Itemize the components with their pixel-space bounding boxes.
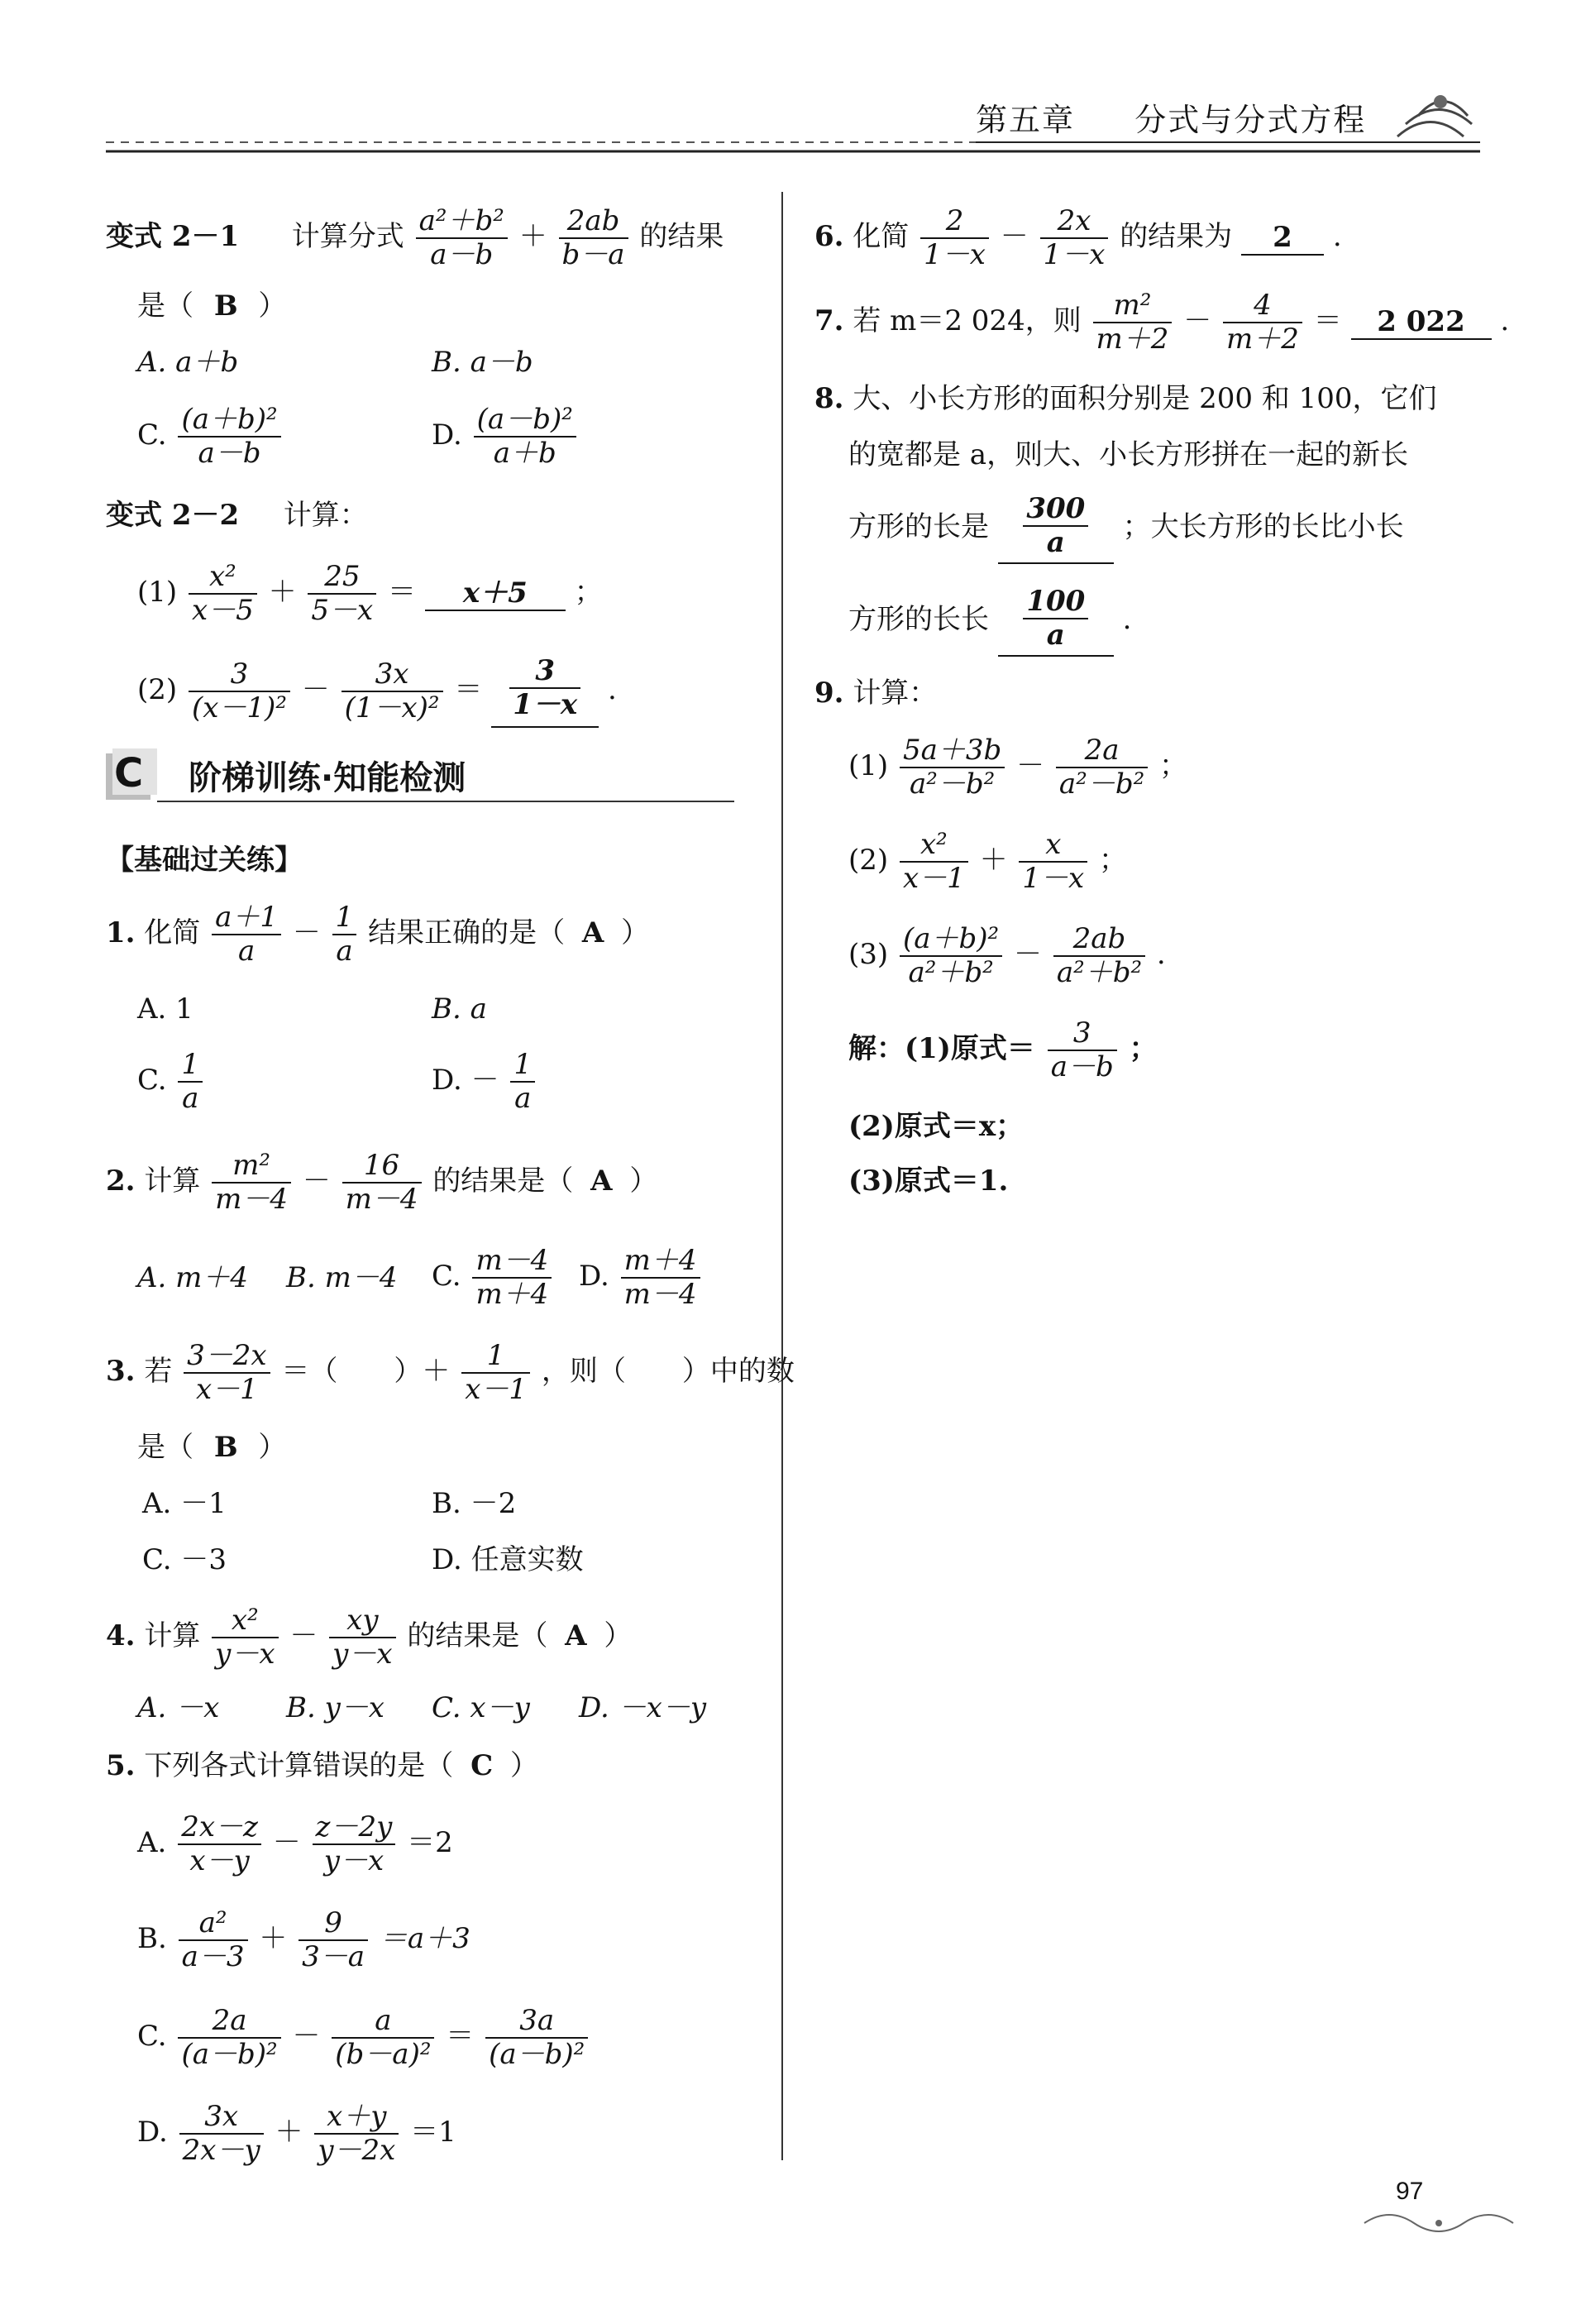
- column-divider: [781, 192, 783, 2160]
- option-a: A. 1: [137, 992, 193, 1026]
- option-b: B. a－b: [432, 346, 533, 379]
- question-5: 5. 下列各式计算错误的是（ C ）: [106, 1749, 538, 1782]
- question-8-line2: 的宽都是 a，则大、小长方形拼在一起的新长: [848, 438, 1409, 471]
- option-b: B. －2: [432, 1487, 517, 1520]
- section-letter: C: [114, 750, 144, 796]
- option-a: A. $\frac{2x-z}{x-y}$ － $\frac{z-2y}{y-x}$ ＝2: [137, 1810, 453, 1878]
- answer: B: [213, 1431, 238, 1464]
- question-6: 6. 化简 $\frac{2}{1-x}$ － $\frac{2x}{1-x}$ 的结果为 2 .: [814, 204, 1342, 272]
- option-a: A. a＋b: [137, 346, 239, 379]
- option-c: C. x－y: [432, 1691, 530, 1724]
- question-1: 1. 化简 $\frac{a+1}{a}$ － $\frac{1}{a}$ 结果正确的是（ A ）: [106, 901, 650, 968]
- section-heading: [106, 748, 734, 806]
- solution-1: 解：(1)原式＝ $\frac{3}{a-b}$ ；: [848, 1016, 1158, 1084]
- question-8: 8. 大、小长方形的面积分别是 200 和 100，它们: [814, 382, 1437, 415]
- answer-blank: $\frac{300}{a}$: [998, 493, 1114, 564]
- section-title: 阶梯训练·知能检测: [189, 759, 466, 797]
- page-number: 97: [1396, 2178, 1424, 2205]
- chapter-title: 分式与分式方程: [1134, 102, 1367, 138]
- answer: B: [213, 289, 238, 323]
- solution-3: (3)原式＝1.: [848, 1164, 1009, 1198]
- answer: A: [581, 916, 604, 950]
- fraction: $\frac{2ab}{b-a}$: [559, 205, 628, 271]
- answer-blank: 2: [1241, 221, 1324, 256]
- option-c: C. $\frac{2a}{\text{(a－b)²}}$ － $\frac{a}{\text{(b－a)²}}$ ＝ $\frac{3a}{\text{(a－b)²}}$: [137, 2005, 590, 2071]
- option-d: D. －x－y: [579, 1691, 707, 1724]
- variant-2-2-part1: (1) $\frac{\text{x²}}{x-5}$ ＋ $\frac{25}{5-x}$ ＝ x＋5 ；: [137, 560, 603, 628]
- option-b: B. a: [432, 992, 487, 1026]
- chapter-label: 第五章: [976, 102, 1076, 138]
- answer: C: [470, 1749, 494, 1782]
- footer-ornament-icon: [1356, 2207, 1521, 2240]
- variant-2-2: 变式 2－2 计算：: [106, 499, 368, 532]
- variant-label: 变式 2－1: [106, 220, 240, 254]
- option-b: B. y－x: [286, 1691, 385, 1724]
- option-d: D. $\frac{3x}{2x-y}$ ＋ $\frac{x+y}{y-2x}$ ＝1: [137, 2100, 456, 2168]
- option-a: A. －1: [142, 1487, 227, 1520]
- question-8-line4: 方形的长长 $\frac{100}{a}$ .: [848, 586, 1131, 657]
- header-ornament-icon: [1397, 95, 1472, 136]
- header-decoration: [0, 0, 1581, 165]
- answer-blank: 2 022: [1351, 305, 1492, 341]
- option-d: D. － $\frac{1}{a}$: [432, 1049, 537, 1115]
- option-c: C. $\frac{m-4}{m+4}$: [432, 1245, 554, 1311]
- question-3-answer-line: 是（ B ）: [137, 1431, 287, 1464]
- option-a: A. －x: [137, 1691, 220, 1724]
- answer: A: [590, 1164, 613, 1198]
- question-9-part3: (3) $\frac{\text{(a＋b)²}}{\text{a²＋b²}}$ － $\frac{2ab}{\text{a²＋b²}}$ .: [848, 922, 1166, 990]
- answer-blank: $\frac{100}{a}$: [998, 586, 1114, 657]
- variant-label: 变式 2－2: [106, 499, 240, 532]
- question-8-line3: 方形的长是 $\frac{300}{a}$ ；大长方形的长比小长: [848, 493, 1404, 564]
- question-2: 2. 计算 $\frac{\text{m²}}{m-4}$ － $\frac{16}{m-4}$ 的结果是（ A ）: [106, 1149, 658, 1217]
- variant-2-2-part2: (2) $\frac{3}{\text{(x－1)²}}$ － $\frac{3x}{\text{(1－x)²}}$ ＝ $\frac{3}{1-x}$ .: [137, 655, 617, 728]
- option-d: D. $\frac{m+4}{m-4}$: [579, 1245, 703, 1311]
- question-4: 4. 计算 $\frac{\text{x²}}{y-x}$ － $\frac{xy}{y-x}$ 的结果是（ A ）: [106, 1604, 633, 1671]
- variant-2-1-answer-line: 是（ B ）: [137, 289, 287, 323]
- answer: A: [565, 1619, 587, 1653]
- option-d: D. 任意实数: [432, 1543, 584, 1576]
- question-7: 7. 若 m＝2 024，则 $\frac{\text{m²}}{m+2}$ － $\frac{4}{m+2}$ ＝ 2 022 .: [814, 289, 1510, 356]
- answer-blank: x＋5: [425, 576, 566, 612]
- fraction: $\frac{\text{a²＋b²}}{a-b}$: [416, 205, 508, 271]
- question-9-part1: (1) $\frac{5a+3b}{\text{a²－b²}}$ － $\frac{2a}{\text{a²－b²}}$ ；: [848, 734, 1188, 801]
- question-3: 3. 若 $\frac{3-2x}{x-1}$ ＝（ ）＋ $\frac{1}{x-1}$ ，则（ ）中的数: [106, 1339, 795, 1407]
- page-header: [0, 0, 1581, 165]
- solution-2: (2)原式＝x；: [848, 1110, 1025, 1143]
- option-a: A. m＋4: [137, 1261, 249, 1294]
- option-b: B. m－4: [286, 1261, 398, 1294]
- option-c: C. －3: [142, 1543, 227, 1576]
- option-b: B. $\frac{\text{a²}}{a-3}$ ＋ $\frac{9}{3-a}$ ＝a＋3: [137, 1906, 470, 1974]
- answer-blank: $\frac{3}{1-x}$: [491, 655, 599, 728]
- variant-2-1: 变式 2－1 计算分式 $\frac{\text{a²＋b²}}{a-b}$ ＋ $\frac{2ab}{b-a}$ 的结果: [106, 204, 724, 272]
- option-c: C. $\frac{\text{(a＋b)²}}{a-b}$: [137, 404, 284, 470]
- question-9-part2: (2) $\frac{\text{x²}}{x-1}$ ＋ $\frac{x}{1-x}$ ；: [848, 828, 1128, 896]
- question-9: 9. 计算：: [814, 677, 938, 710]
- option-c: C. $\frac{1}{a}$: [137, 1049, 205, 1115]
- subsection-label: 【基础过关练】: [106, 844, 303, 877]
- option-d: D. $\frac{\text{(a－b)²}}{a+b}$: [432, 404, 579, 470]
